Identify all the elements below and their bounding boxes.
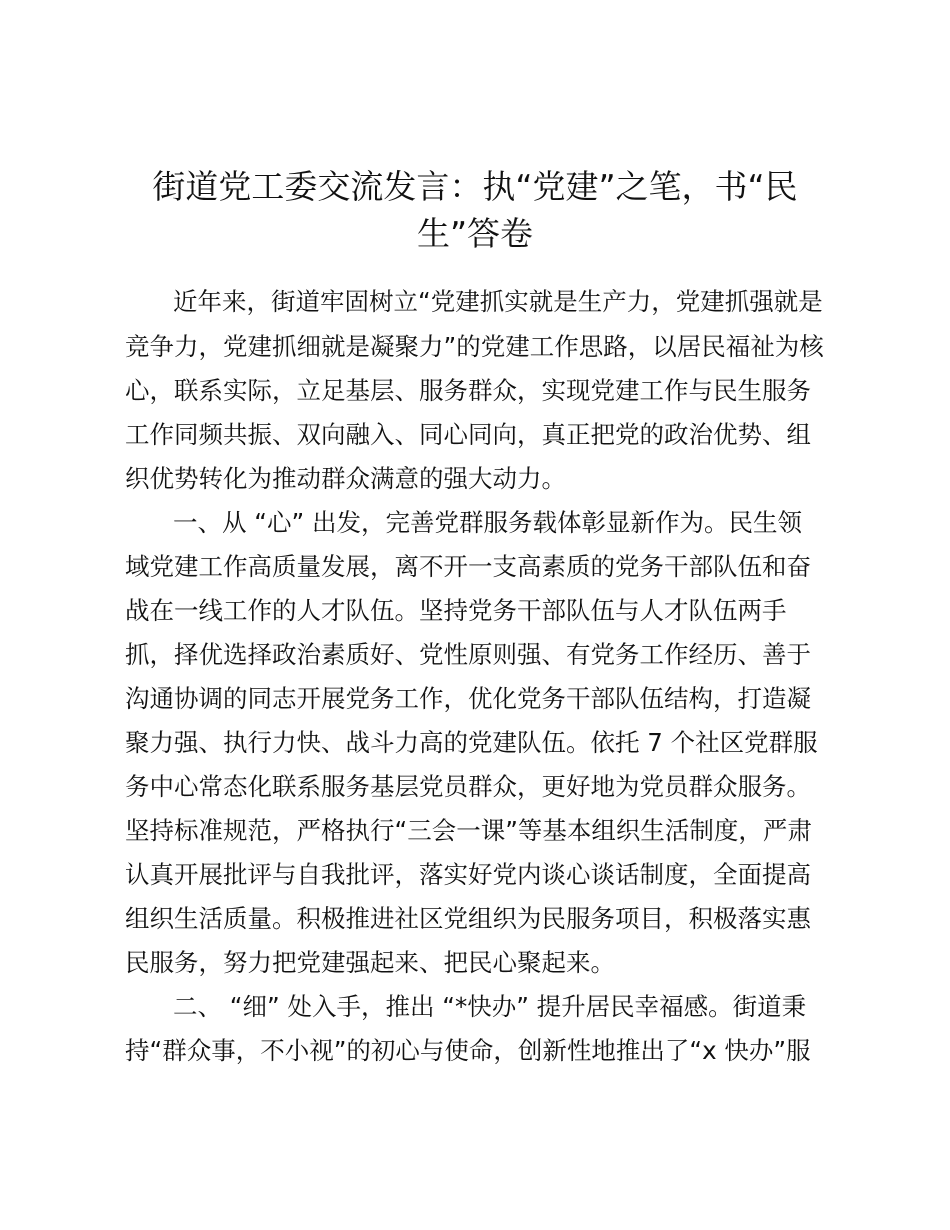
paragraph-line: 近年来，街道牢固树立“党建抓实就是生产力，党建抓强就是 [173, 287, 823, 316]
document-title [120, 163, 830, 257]
paragraph-line: 一、从 “心” 出发，完善党群服务载体彰显新作为。民生领 [173, 508, 802, 537]
paragraph-line: 务中心常态化联系服务基层党员群众，更好地为党员群众服务。 [125, 772, 811, 801]
title-line: 街道党工委交流发言：执“党建”之笔，书“民 [152, 167, 798, 206]
paragraph-line: 持“群众事，不小视”的初心与使命，创新性地推出了“x 快办”服 [125, 1036, 811, 1065]
paragraph-line: 民服务，努力把党建强起来、把民心聚起来。 [125, 948, 615, 977]
paragraph-line: 认真开展批评与自我批评，落实好党内谈心谈话制度，全面提高 [125, 860, 811, 889]
paragraph-line: 坚持标准规范，严格执行“三会一课”等基本组织生活制度，严肃 [125, 816, 812, 845]
paragraph-line: 组织生活质量。积极推进社区党组织为民服务项目，积极落实惠 [125, 904, 811, 933]
paragraph-line: 沟通协调的同志开展党务工作，优化党务干部队伍结构，打造凝 [125, 684, 811, 713]
paragraph-line: 战在一线工作的人才队伍。坚持党务干部队伍与人才队伍两手 [125, 596, 787, 625]
paragraph-line: 域党建工作高质量发展，离不开一支高素质的党务干部队伍和奋 [125, 552, 811, 581]
paragraph-line: 竞争力，党建抓细就是凝聚力”的党建工作思路，以居民福祉为核 [125, 332, 824, 361]
paragraph-line: 织优势转化为推动群众满意的强大动力。 [125, 464, 566, 493]
title-line: 生”答卷 [416, 214, 534, 253]
paragraph-line: 心，联系实际，立足基层、服务群众，实现党建工作与民生服务 [125, 376, 811, 405]
paragraph-line: 抓，择优选择政治素质好、党性原则强、有党务工作经历、善于 [125, 640, 811, 669]
paragraph-line: 聚力强、执行力快、战斗力高的党建队伍。依托 7 个社区党群服 [125, 728, 818, 757]
paragraph-line: 工作同频共振、双向融入、同心同向，真正把党的政治优势、组 [125, 420, 811, 449]
paragraph-line: 二、 “细” 处入手，推出 “*快办” 提升居民幸福感。街道秉 [173, 992, 807, 1021]
